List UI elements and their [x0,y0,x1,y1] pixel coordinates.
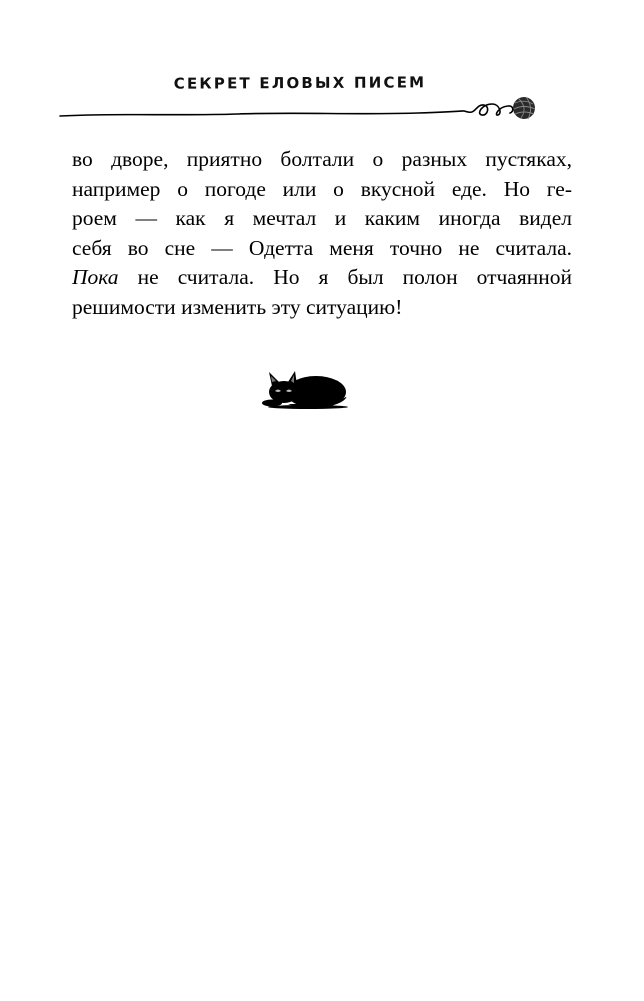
text-line: решимости изменить эту ситуацию! [72,294,403,319]
sleeping-black-cat-icon [258,362,350,410]
yarn-ball-icon [58,92,548,132]
text-line [72,263,572,293]
text-line: например о погоде или о вкусной еде. Но ге- [72,176,572,201]
text-line: роем — как я мечтал и каким иногда видел [72,206,572,230]
body-paragraph [72,145,572,322]
text-line: во дворе, приятно болтали о разных пустяках, [72,147,572,171]
running-head: СЕКРЕТ ЕЛОВЫХ ПИСЕМ [173,73,427,93]
italic-word: Пока [72,265,119,289]
text-segment: не считала. Но я был полон отчаянной [118,265,572,289]
text-line: себя во сне — Одетта меня точно не считала. [72,235,572,260]
